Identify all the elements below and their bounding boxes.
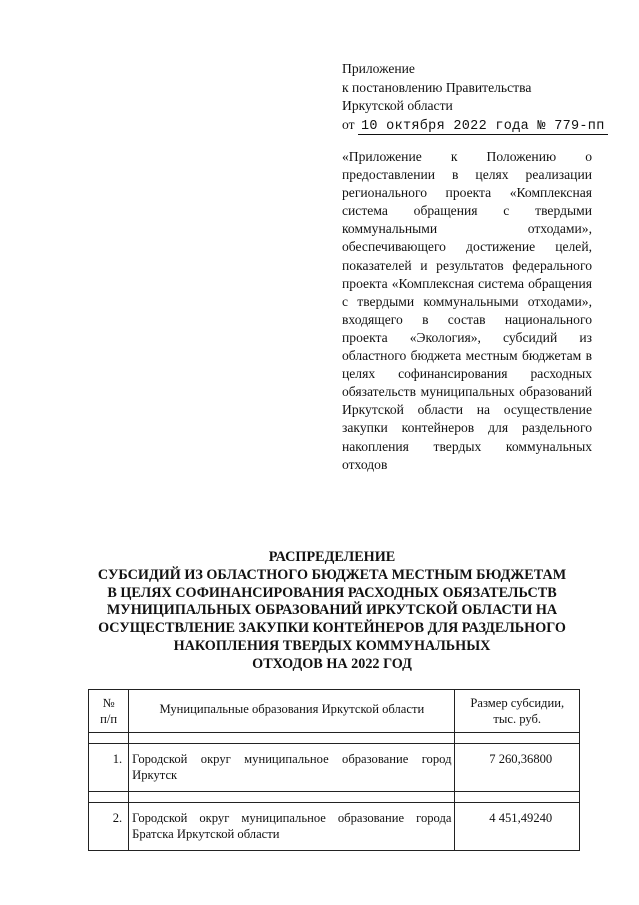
table-row — [89, 744, 580, 792]
table-spacer — [89, 733, 580, 744]
row-number: 1. — [89, 744, 129, 792]
header-size-line1: Размер субсидии, — [470, 696, 565, 710]
date-stamp: 10 октября 2022 года № 779-пп — [358, 119, 608, 135]
header-municipality: Муниципальные образования Иркутской области — [129, 690, 455, 733]
heading-line-4: МУНИЦИПАЛЬНЫХ ОБРАЗОВАНИЙ ИРКУТСКОЙ ОБЛАСТИ НА — [106, 602, 558, 619]
row-amount: 4 451,49240 — [455, 803, 580, 851]
appendix-resolution: к постановлению Правительства — [342, 79, 532, 95]
distribution-table — [88, 689, 580, 851]
appendix-region: Иркутской области — [342, 98, 453, 113]
header-number-sign: № — [102, 696, 115, 710]
document-heading — [60, 549, 604, 674]
row-municipality: Городской округ муниципальное образование город Иркутск — [129, 744, 455, 792]
table-spacer — [89, 792, 580, 803]
header-subsidy-size — [455, 690, 580, 733]
header-size-line2: тыс. руб. — [493, 712, 542, 726]
heading-line-1: РАСПРЕДЕЛЕНИЕ — [268, 549, 396, 565]
row-municipality: Городской округ муниципальное образование города Братска Иркутской области — [129, 803, 455, 851]
heading-line-2: СУБСИДИЙ ИЗ ОБЛАСТНОГО БЮДЖЕТА МЕСТНЫМ БЮДЖЕТАМ — [97, 566, 567, 583]
row-number: 2. — [89, 803, 129, 851]
row-amount: 7 260,36800 — [455, 744, 580, 792]
table-header-row — [89, 690, 580, 733]
heading-line-7: ОТХОДОВ НА 2022 ГОД — [252, 655, 412, 672]
header-number — [89, 690, 129, 733]
date-prefix: от — [342, 116, 355, 132]
heading-line-6: НАКОПЛЕНИЯ ТВЕРДЫХ КОММУНАЛЬНЫХ — [173, 637, 491, 654]
appendix-title: Приложение — [342, 61, 415, 76]
heading-line-3: В ЦЕЛЯХ СОФИНАНСИРОВАНИЯ РАСХОДНЫХ ОБЯЗАТЕЛЬСТВ — [107, 584, 557, 601]
regulation-appendix-text: «Приложение к Положению о предоставлении в целях реализации регионального проекта «Комплексная система обращения с твердыми коммунальными отходами», обеспечивающего достижение целей, показателей и результатов федерального проекта «Комплексная система обращения с твердыми коммунальными отходами», входящего в состав национального проекта «Экология», субсидий из областного бюджета местным бюджетам в целях софинансирования расходных обязательств муниципальных образований Иркутской области на осуществление закупки контейнеров для раздельного накопления твердых коммунальных отходов — [342, 149, 592, 472]
header-number-label: п/п — [100, 712, 118, 726]
table-row — [89, 803, 580, 851]
appendix-date-line — [342, 116, 605, 137]
appendix-block — [342, 60, 605, 136]
heading-line-5: ОСУЩЕСТВЛЕНИЕ ЗАКУПКИ КОНТЕЙНЕРОВ ДЛЯ РАЗДЕЛЬНОГО — [98, 620, 566, 637]
